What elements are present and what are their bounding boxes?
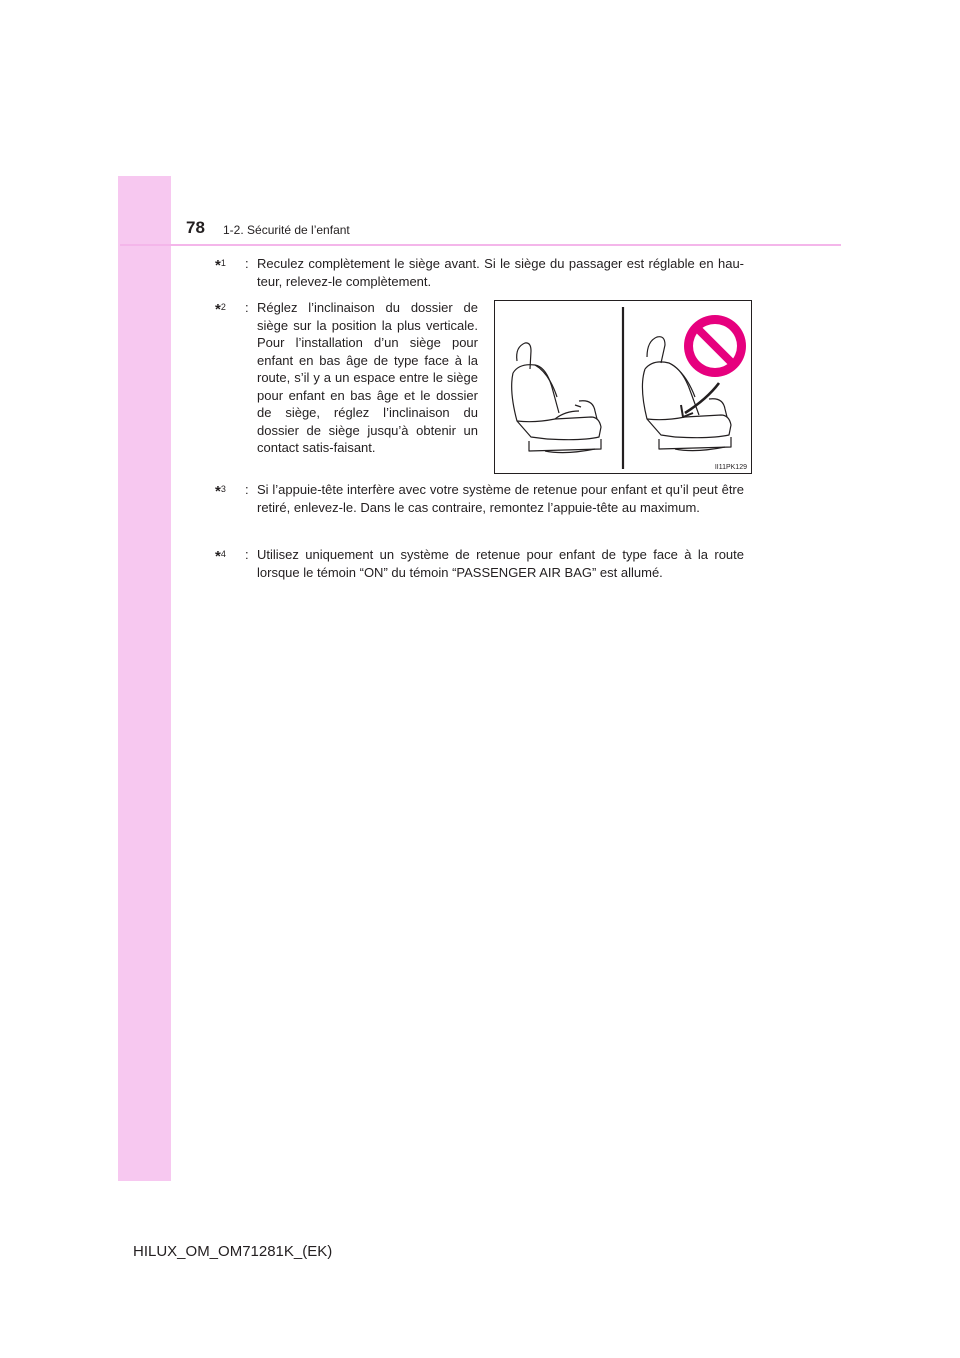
footer-doc-id: HILUX_OM_OM71281K_(EK) — [133, 1243, 333, 1260]
seat-recline-illustration — [494, 300, 752, 474]
note-marker: *$^1$ — [215, 257, 226, 274]
note-text: Réglez l’inclinaison du dossier de siège sur la position la plus verticale. Pour l’installation d’un siège pour enfant en bas âge de type face à la route, s’il y a un espace entre le siège pour enfant en bas âge et le dossier de siège, réglez l’inclinaison du dossier de siège jusqu’à obtenir un contact satis-faisant. — [257, 300, 478, 455]
section-title: 1-2. Sécurité de l’enfant — [223, 223, 350, 237]
prohibition-icon — [684, 315, 746, 377]
note-text: Si l’appuie-tête interfère avec votre système de retenue pour enfant et qu’il peut être retiré, enlevez-le. Dans le cas contraire, remontez l’appuie-tête au maximum. — [257, 482, 744, 515]
page-number: 78 — [186, 218, 205, 237]
side-tab-band — [118, 176, 171, 1181]
note-marker: *$^3$ — [215, 483, 226, 500]
header-divider — [120, 244, 841, 246]
note-marker: *$^2$ — [215, 301, 226, 318]
note-text: Reculez complètement le siège avant. Si le siège du passager est réglable en hau-teur, relevez-le complètement. — [257, 256, 744, 289]
figure-code: II11PK129 — [714, 464, 747, 471]
note-marker: *$^4$ — [215, 548, 226, 565]
note-text: Utilisez uniquement un système de retenue pour enfant de type face à la route lorsque le témoin “ON” du témoin “PASSENGER AIR BAG” est allumé. — [257, 547, 744, 580]
